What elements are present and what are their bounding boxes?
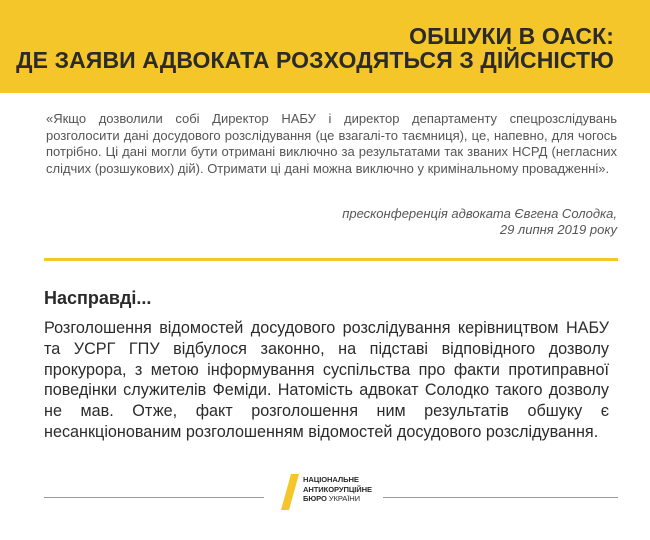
quote-attribution — [217, 206, 617, 237]
title-line-1: ОБШУКИ В ОАСК: — [409, 23, 614, 49]
footer-line-right — [383, 497, 618, 498]
lawyer-quote: «Якщо дозволили собі Директор НАБУ і директор департаменту спецрозслідувань розголосити дані досудового розслідування (це взагалі-то таємниця), це, напевно, для чогось потрібно. Ці дані могли бути отримані виключно за результатами так званих НСРД (негласних слідчих (розшукових) дій). Отримати ці дані можна виключно у кримінальному провадженні». — [46, 111, 617, 176]
header-banner — [0, 0, 650, 93]
reality-text: Розголошення відомостей досудового розслідування керівництвом НАБУ та УСРГ ГПУ відбулося законно, на підставі відповідного дозволу прокурора, з метою інформування суспільства про факти протиправної поведінки служителів Феміди. Натомість адвокат Солодко такого дозволу не мав. Отже, факт розголошення ним результатів обшуку є несанкціонованим розголошенням відомостей досудового розслідування. — [44, 319, 609, 441]
footer-line-left — [44, 497, 264, 498]
title-line-2: ДЕ ЗАЯВИ АДВОКАТА РОЗХОДЯТЬСЯ З ДІЙСНІСТЮ — [16, 47, 614, 73]
reality-heading: Насправді... — [44, 288, 152, 308]
logo-line-3-light: УКРАЇНИ — [328, 494, 361, 504]
logo-line-1: НАЦІОНАЛЬНЕ — [303, 475, 359, 484]
nabu-logo-icon — [279, 472, 301, 510]
logo-text — [303, 475, 372, 504]
nabu-logo — [279, 470, 375, 512]
logo-line-3-bold: БЮРО — [303, 494, 327, 504]
section-divider — [44, 258, 618, 261]
attribution-line-1: пресконференція адвоката Євгена Солодка, — [342, 206, 617, 221]
logo-line-2: АНТИКОРУПЦІЙНЕ — [303, 484, 373, 494]
attribution-line-2: 29 липня 2019 року — [499, 221, 617, 237]
page-title — [16, 24, 614, 72]
